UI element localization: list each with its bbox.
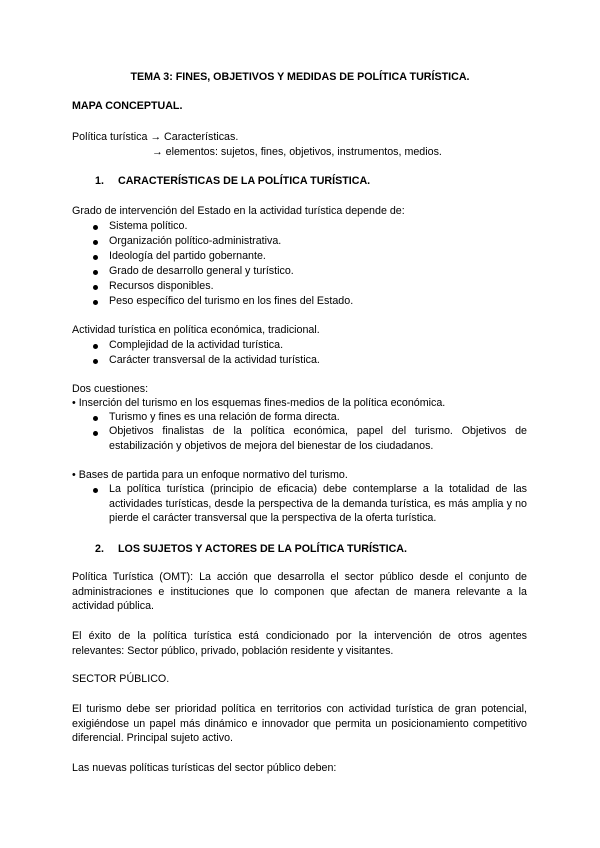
mapa-conceptual-heading: MAPA CONCEPTUAL.	[72, 100, 183, 112]
bullet-icon	[93, 240, 98, 245]
list-item: Carácter transversal de la actividad turística.	[109, 354, 320, 366]
section-1-number: 1.	[95, 175, 104, 187]
bullet-icon	[93, 344, 98, 349]
list-item: Complejidad de la actividad turística.	[109, 339, 284, 351]
paragraph: El turismo debe ser prioridad política en territorios con actividad turística de gran potencial, exigiéndose un papel más dinámico e innovador que permita un posicionamiento competitivo diferencial. Principal sujeto activo.	[72, 703, 527, 745]
mapa-line-1: Política turística → Características.	[72, 131, 239, 143]
list-item: Recursos disponibles.	[109, 280, 214, 292]
list-item: Grado de desarrollo general y turístico.	[109, 265, 294, 277]
bullet-icon	[93, 300, 98, 305]
list-item: Objetivos finalistas de la política económica, papel del turismo. Objetivos de estabilización y objetivos de mejora del bienestar de los ciudadanos.	[109, 425, 527, 452]
list-item: Peso específico del turismo en los fines del Estado.	[109, 295, 354, 307]
section-2-number: 2.	[95, 543, 104, 555]
bullet-icon	[93, 225, 98, 230]
bullet-icon	[93, 255, 98, 260]
bullet-icon	[93, 431, 98, 436]
section-1-title: CARACTERÍSTICAS DE LA POLÍTICA TURÍSTICA.	[118, 175, 371, 187]
list-item: Organización político-administrativa.	[109, 235, 282, 247]
section-2-title: LOS SUJETOS Y ACTORES DE LA POLÍTICA TURÍSTICA.	[118, 543, 407, 555]
paragraph: Las nuevas políticas turísticas del sector público deben:	[72, 762, 337, 774]
paragraph: El éxito de la política turística está condicionado por la intervención de otros agentes relevantes: Sector público, privado, población residente y visitantes.	[72, 630, 527, 657]
actividad-intro: Actividad turística en política económica, tradicional.	[72, 324, 320, 336]
list-item: Ideología del partido gobernante.	[109, 250, 266, 262]
dos-cuestiones: Dos cuestiones:	[72, 383, 149, 395]
bases-item: • Bases de partida para un enfoque normativo del turismo.	[72, 469, 348, 481]
bullet-icon	[93, 285, 98, 290]
bullet-icon	[93, 416, 98, 421]
list-item: La política turística (principio de eficacia) debe contemplarse a la totalidad de las actividades turísticas, desde la perspectiva de la demanda turística, es más amplia y no pierde el carácter transversal que la perspectiva de la oferta turística.	[109, 483, 527, 525]
page-title: TEMA 3: FINES, OBJETIVOS Y MEDIDAS DE POLÍTICA TURÍSTICA.	[130, 71, 470, 83]
list-item: Turismo y fines es una relación de forma directa.	[109, 411, 340, 423]
list-item: Sistema político.	[109, 220, 188, 232]
mapa-line-2: → elementos: sujetos, fines, objetivos, instrumentos, medios.	[152, 146, 442, 158]
section-1-intro: Grado de intervención del Estado en la actividad turística depende de:	[72, 205, 405, 217]
bullet-icon	[93, 270, 98, 275]
bullet-icon	[93, 359, 98, 364]
insercion-item: • Inserción del turismo en los esquemas fines-medios de la política económica.	[72, 397, 446, 409]
bullet-icon	[93, 488, 98, 493]
paragraph: Política Turística (OMT): La acción que desarrolla el sector público desde el conjunto de administraciones e instituciones que lo componen que afectan de manera relevante a la actividad pública.	[72, 571, 527, 613]
sector-publico-heading: SECTOR PÚBLICO.	[72, 673, 170, 685]
